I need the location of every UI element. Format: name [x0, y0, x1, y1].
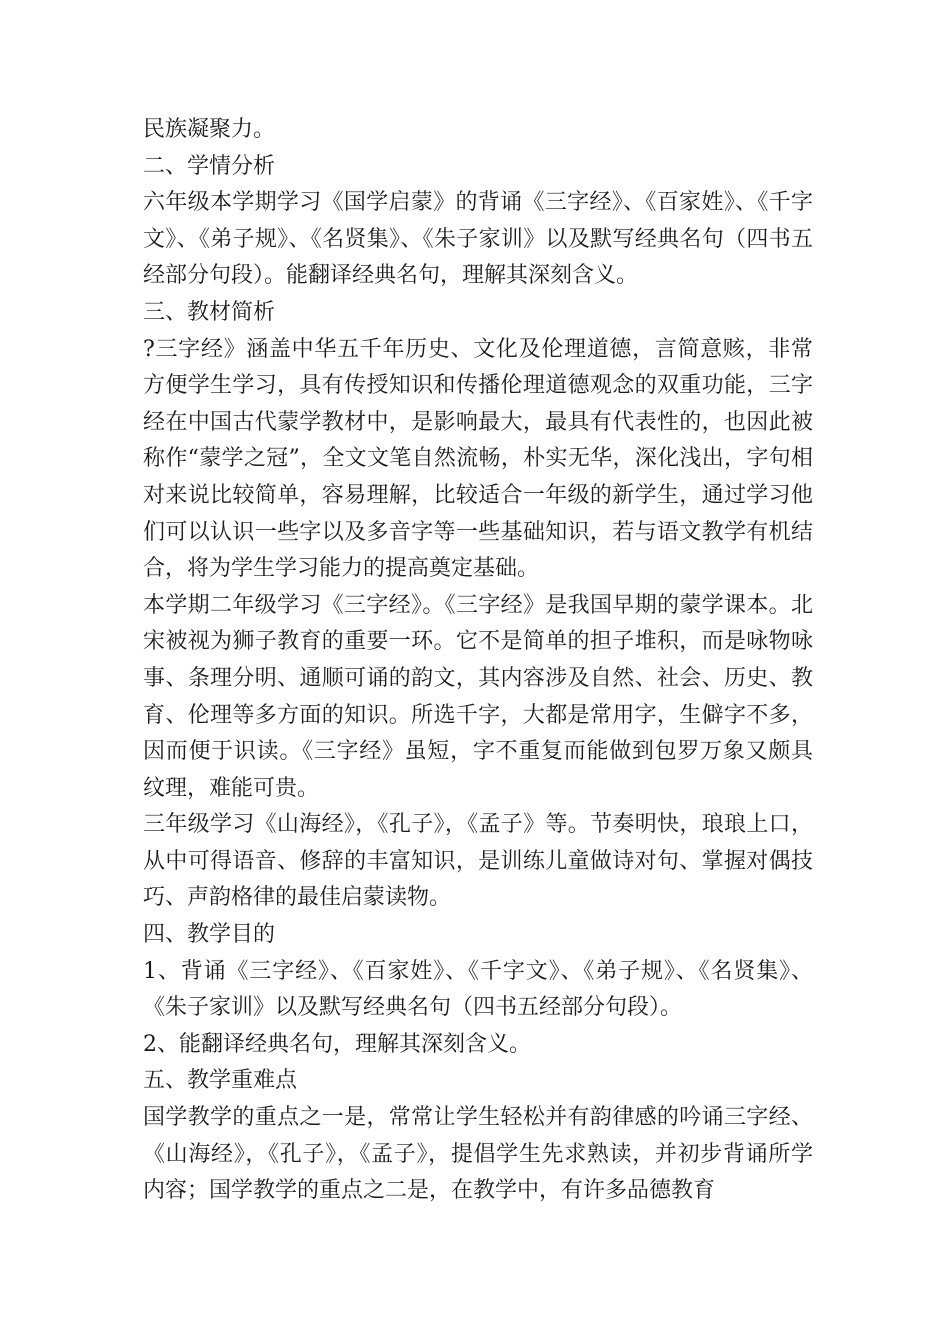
paragraph-intro-end: 民族凝聚力。	[143, 117, 276, 142]
paragraph-sanzijing-overview: ?三字经》涵盖中华五千年历史、文化及伦理道德，言简意赅，非常方便学生学习，具有传授知识和传播伦理道德观念的双重功能，三字经在中国古代蒙学教材中，是影响最大，最具有代表性的，也因此被称作“蒙学之冠”，全文文笔自然流畅，朴实无华，深化浅出，字句相对来说比较简单，容易理解，比较适合一年级的新学生，通过学习他们可以认识一些字以及多音字等一些基础知识，若与语文教学有机结合，将为学生学习能力的提高奠定基础。	[143, 336, 813, 582]
section-heading-key-points: 五、教学重难点	[143, 1068, 298, 1094]
paragraph-grade-three: 三年级学习《山海经》，《孔子》，《孟子》等。节奏明快，琅琅上口，从中可得语音、修辞的丰富知识，是训练儿童做诗对句、掌握对偶技巧、声韵格律的最佳启蒙读物。	[143, 812, 813, 911]
section-heading-teaching-goals: 四、教学目的	[143, 922, 276, 948]
paragraph-key-points: 国学教学的重点之一是，常常让学生轻松并有韵律感的吟诵三字经、《山海经》，《孔子》，《孟子》，提倡学生先求熟读，并初步背诵所学内容；国学教学的重点之二是，在教学中，有许多品德教育	[143, 1105, 813, 1204]
paragraph-goal-two: 2、能翻译经典名句，理解其深刻含义。	[143, 1031, 531, 1057]
document-body	[143, 112, 813, 1210]
section-heading-material-analysis: 三、教材简析	[143, 299, 276, 325]
paragraph-grade-two: 本学期二年级学习《三字经》。《三字经》是我国早期的蒙学课本。北宋被视为狮子教育的重要一环。它不是简单的担子堆积，而是咏物咏事、条理分明、通顺可诵的韵文，其内容涉及自然、社会、历史、教育、伦理等多方面的知识。所选千字，大都是常用字，生僻字不多，因而便于识读。《三字经》虽短，字不重复而能做到包罗万象又颇具纹理，难能可贵。	[143, 592, 813, 801]
paragraph-goal-one: 1、背诵《三字经》、《百家姓》、《千字文》、《弟子规》、《名贤集》、《朱子家训》以及默写经典名句（四书五经部分句段）。	[143, 958, 813, 1021]
paragraph-learning-analysis: 六年级本学期学习《国学启蒙》的背诵《三字经》、《百家姓》、《千字文》、《弟子规》、《名贤集》、《朱子家训》以及默写经典名句（四书五经部分句段）。能翻译经典名句，理解其深刻含义。	[143, 190, 813, 289]
section-heading-learning-analysis: 二、学情分析	[143, 153, 276, 179]
